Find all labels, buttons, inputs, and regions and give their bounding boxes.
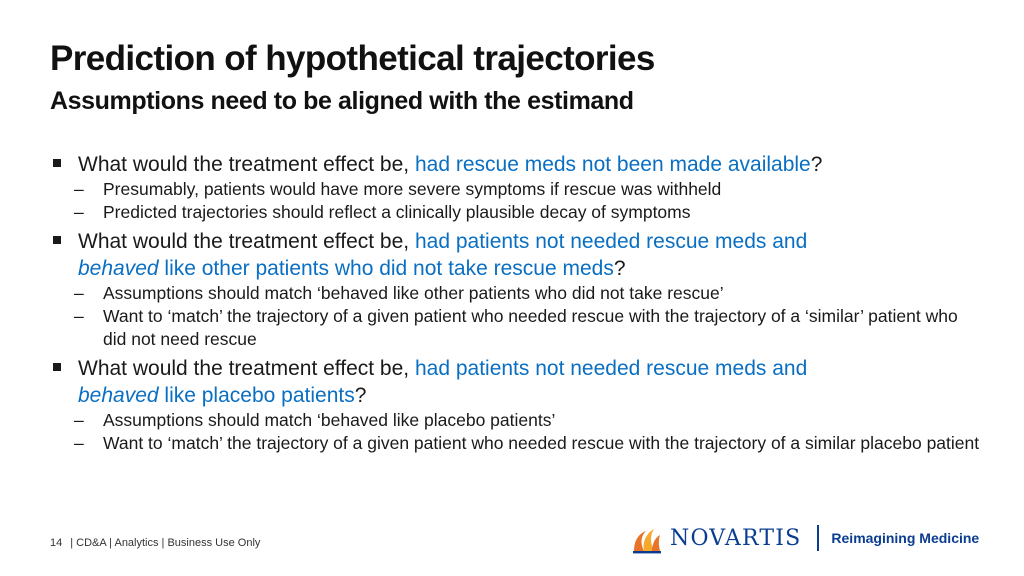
dash-bullet-icon: – [74,410,84,430]
sub-item-text: Presumably, patients would have more severe symptoms if rescue was withheld [103,179,722,199]
slide-content [52,151,982,455]
sub-item-text: Assumptions should match ‘behaved like other patients who did not take rescue’ [103,283,724,303]
dash-bullet-icon: – [74,202,84,222]
sub-item-text: Want to ‘match’ the trajectory of a given patient who needed rescue with the trajectory of a ‘similar’ patient who did not need rescue [103,306,958,349]
bullet-1-highlight: had rescue meds not been made available [414,153,811,176]
bullet-1-sub-2 [52,201,982,224]
bullet-3 [52,355,982,409]
bullet-1 [52,151,982,178]
dash-bullet-icon: – [74,433,84,453]
novartis-wordmark: NOVARTIS [670,525,802,551]
logo-tagline: Reimagining Medicine [831,530,980,546]
bullet-3-lead: What would the treatment effect be, [78,357,415,380]
bullet-2-sub-1 [52,282,982,305]
slide-title: Prediction of hypothetical trajectories [50,39,655,78]
slide-footer [50,537,260,549]
page-number: 14 [50,537,63,549]
bullet-2-lead: What would the treatment effect be, [78,230,415,253]
bullet-3-sub-1 [52,409,982,432]
square-bullet-icon [53,159,61,167]
dash-bullet-icon: – [74,283,84,303]
bullet-2-highlight: had patients not needed rescue meds and [414,230,808,253]
bullet-2 [52,228,982,282]
bullet-3-sub-2 [52,432,982,455]
square-bullet-icon [53,363,61,371]
bullet-3-tail: ? [354,384,367,407]
novartis-logo [630,518,979,558]
bullet-3-highlight-italic: behaved [78,384,159,407]
novartis-flame-icon [630,521,662,555]
footer-text: | CD&A | Analytics | Business Use Only [70,537,261,549]
dash-bullet-icon: – [74,306,84,326]
bullet-2-highlight-italic: behaved [78,257,159,280]
sub-item-text: Predicted trajectories should reflect a clinically plausible decay of symptoms [103,202,691,222]
bullet-1-sub-1 [52,178,982,201]
sub-item-text: Assumptions should match ‘behaved like placebo patients’ [103,410,556,430]
bullet-1-lead: What would the treatment effect be, [78,153,415,176]
bullet-2-tail: ? [613,257,626,280]
square-bullet-icon [53,236,61,244]
bullet-2-highlight-2: like other patients who did not take rescue meds [158,257,614,280]
dash-bullet-icon: – [74,179,84,199]
bullet-2-sub-2 [52,305,982,351]
bullet-1-tail: ? [810,153,823,176]
sub-item-text: Want to ‘match’ the trajectory of a given patient who needed rescue with the trajectory of a similar placebo patient [103,433,980,453]
bullet-3-highlight-2: like placebo patients [158,384,355,407]
bullet-3-highlight: had patients not needed rescue meds and [414,357,808,380]
slide-subtitle: Assumptions need to be aligned with the estimand [50,87,634,115]
logo-divider [817,525,819,551]
